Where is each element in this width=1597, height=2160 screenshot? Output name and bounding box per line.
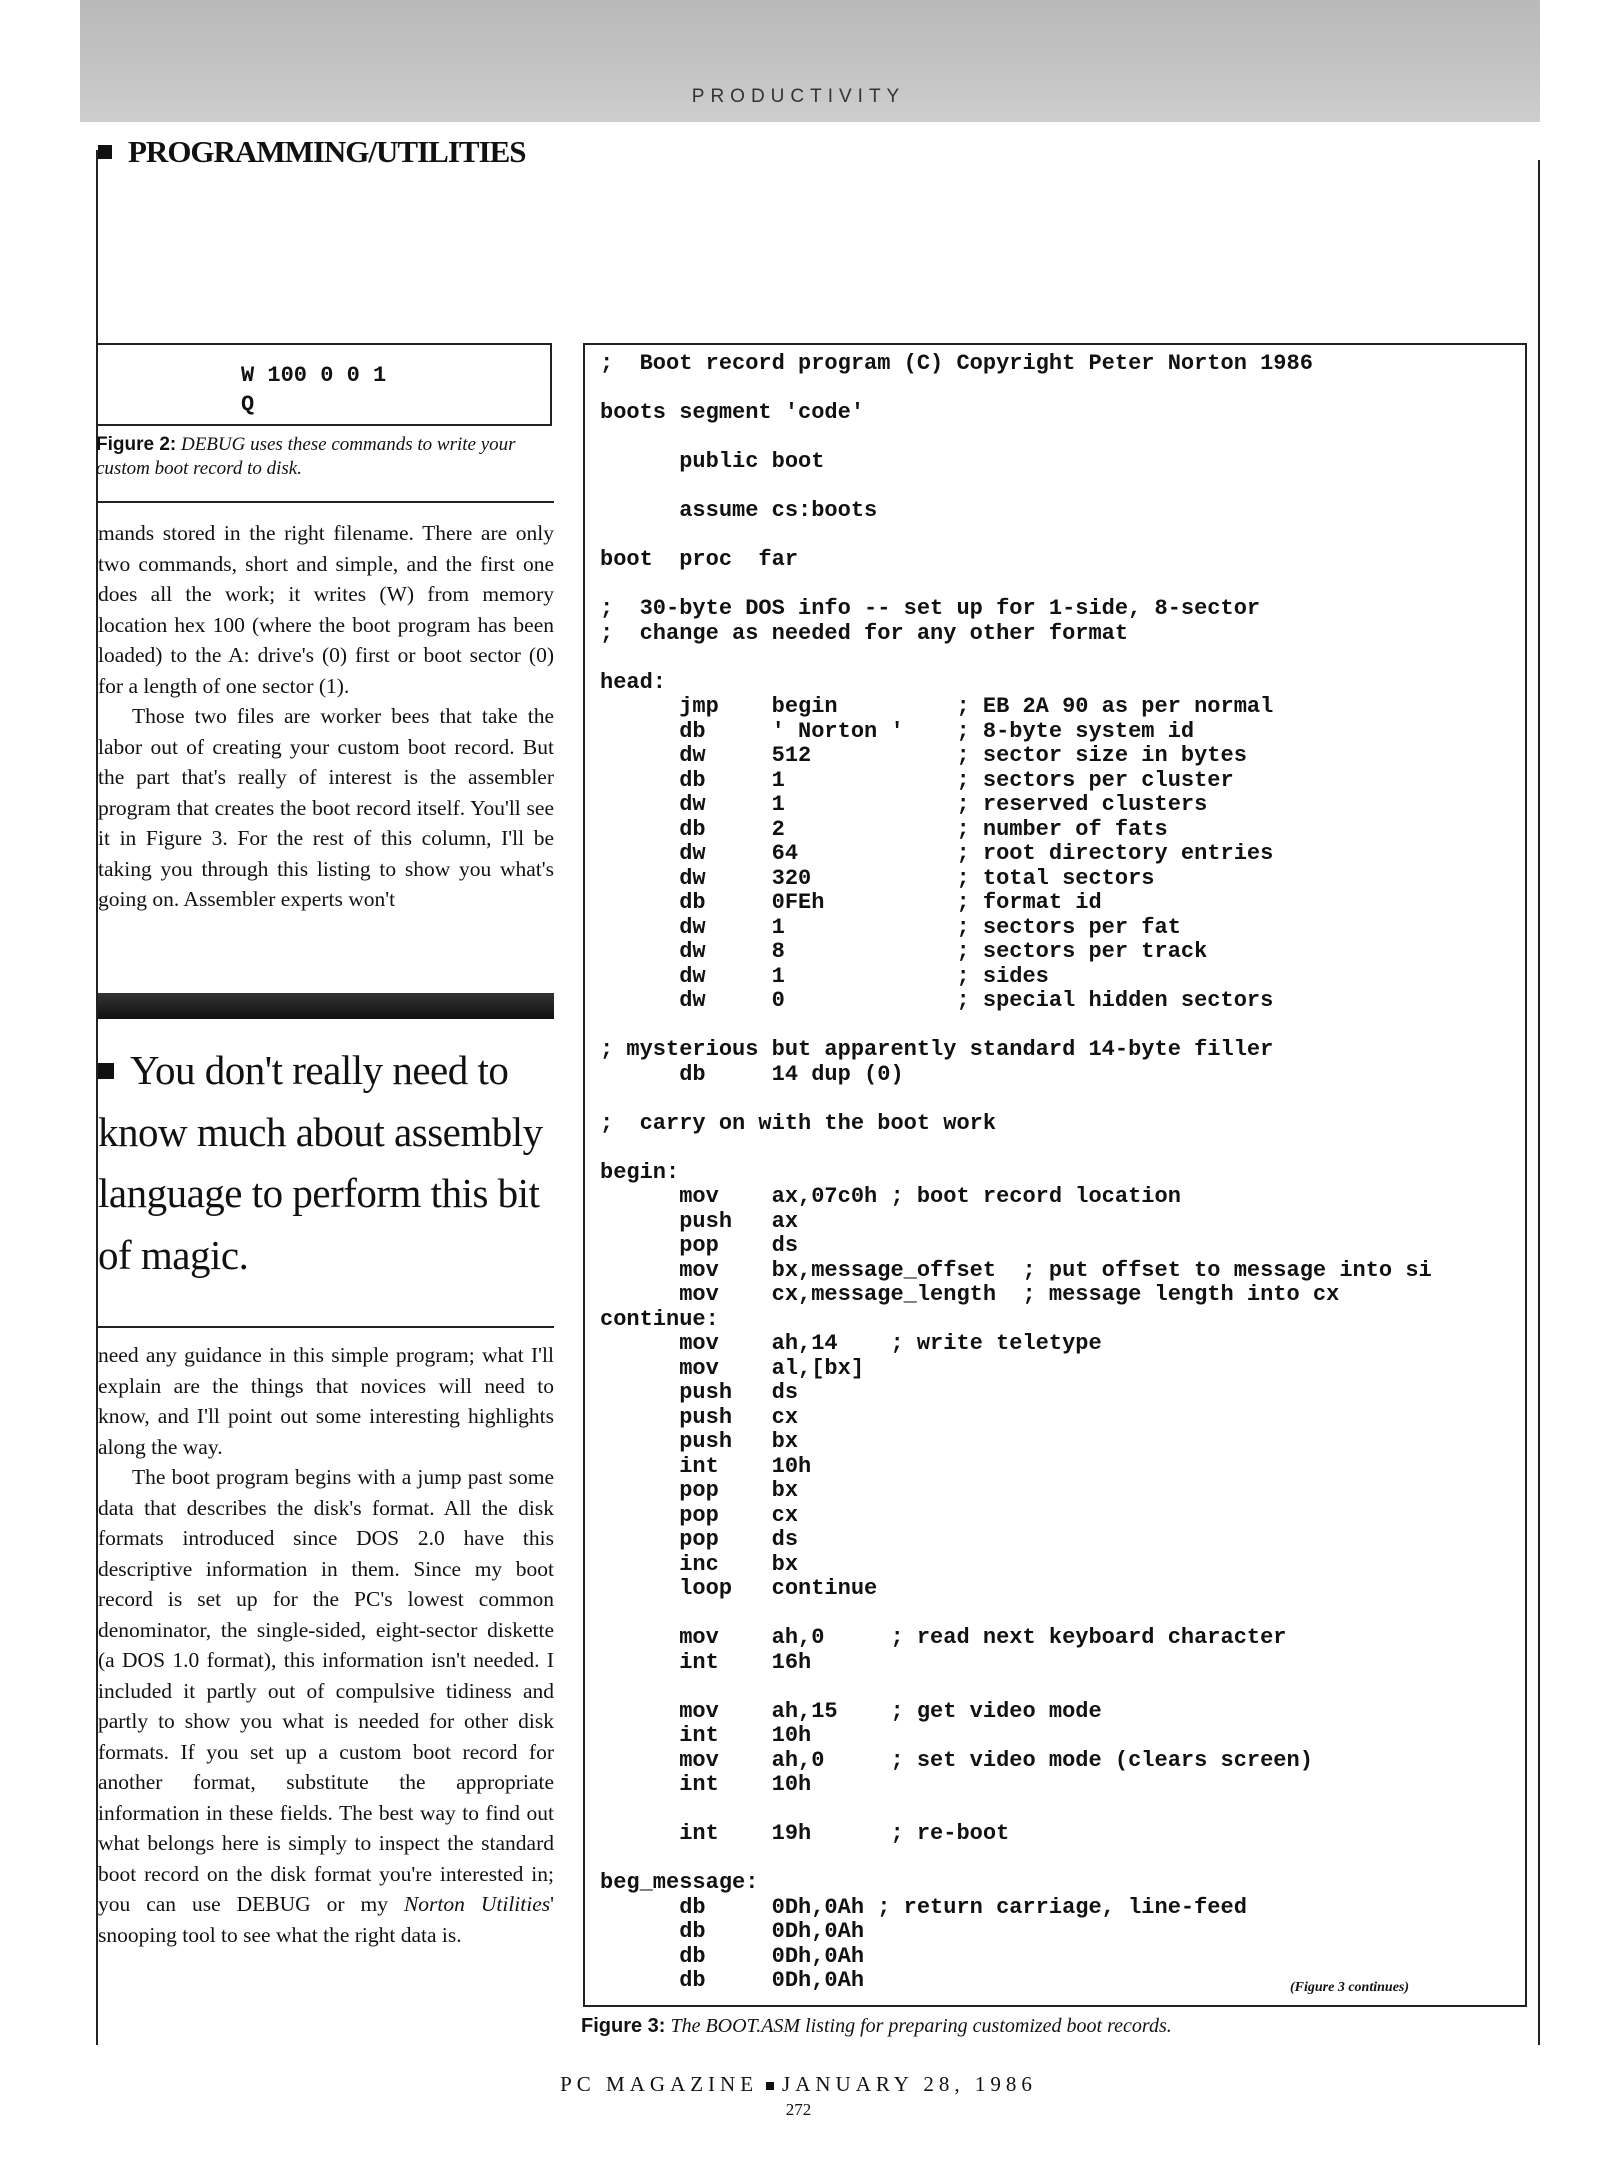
figure-3-caption-label: Figure 3: — [581, 2015, 666, 2037]
article-body-bottom — [98, 1340, 554, 1950]
page-footer — [0, 2072, 1597, 2097]
paragraph-4: The boot program begins with a jump past some data that describes the disk's format. All the disk formats introduced since DOS 2.0 have this descriptive information in them. Since my boot record is set up for the PC's lowest common denominator, the single-sided, eight-sector diskette (a DOS 1.0 format), this information isn't needed. I included it partly out of compulsive tidiness and partly to show you what is needed for other disk formats. If you set up a custom boot record for another format, substitute the appropriate information in these fields. The best way to find out what belongs here is simply to inspect the standard boot record on the disk format you're interested in; you can use DEBUG or my Norton Utilities' snooping tool to see what the right data is. — [98, 1465, 554, 1947]
page-heading — [98, 134, 526, 170]
figure-2-caption-text: DEBUG uses these commands to write your custom boot record to disk. — [96, 434, 516, 479]
figure-3-caption — [581, 2015, 1172, 2038]
product-name: Norton Utilities — [403, 1892, 551, 1916]
heading-text: PROGRAMMING/UTILITIES — [128, 134, 526, 169]
magazine-name: PC MAGAZINE — [560, 2072, 759, 2096]
pull-quote-text: You don't really need to know much about assembly language to perform this bit of magic. — [98, 1047, 543, 1278]
figure-3-code-listing: ; Boot record program (C) Copyright Peter Norton 1986 boots segment 'code' public boot assume cs:boots boot proc far ; 30-byte DOS info -- set up for 1-side, 8-sector ; change as needed for any other format head: jmp begin ; EB 2A 90 as per normal db ' Norton ' ; 8-byte system id dw 512 ; sector size in bytes db 1 ; sectors per cluster dw 1 ; reserved clusters db 2 ; number of fats dw 64 ; root directory entries dw 320 ; total sectors db 0FEh ; format id dw 1 ; sectors per fat dw 8 ; sectors per track dw 1 ; sides dw 0 ; special hidden sectors ; mysterious but apparently standard 14-byte filler db 14 dup (0) ; carry on with the boot work begin: mov ax,07c0h ; boot record location push ax pop ds mov bx,message_offset ; put offset to message into si mov cx,message_length ; message length into cx continue: mov ah,14 ; write teletype mov al,[bx] push ds push cx push bx int 10h pop bx pop cx pop ds inc bx loop continue mov ah,0 ; read next keyboard character int 16h mov ah,15 ; get video mode int 10h mov ah,0 ; set video mode (clears screen) int 10h int 19h ; re-boot beg_message: db 0Dh,0Ah ; return carriage, line-feed db 0Dh,0Ah db 0Dh,0Ah db 0Dh,0Ah — [600, 351, 1432, 1993]
figure-2-code: W 100 0 0 1 Q — [241, 363, 387, 417]
paragraph-1: mands stored in the right filename. There are only two commands, short and simple, and the first one does all the work; it writes (W) from memory location hex 100 (where the boot program has been loaded) to the A: drive's (0) first or boot sector (0) for a length of one sector (1). — [98, 521, 554, 698]
paragraph-3: need any guidance in this simple program; what I'll explain are the things that novices will need to know, and I'll point out some interesting highlights along the way. — [98, 1343, 554, 1459]
pull-quote-square-icon — [98, 1063, 114, 1079]
page-number: 272 — [785, 2100, 812, 2119]
footer-square-icon — [766, 2082, 774, 2090]
pull-quote-bar — [98, 993, 554, 1019]
issue-date: JANUARY 28, 1986 — [782, 2072, 1037, 2096]
pull-quote — [98, 1040, 568, 1286]
paragraph-2: Those two files are worker bees that take the labor out of creating your custom boot record. But the part that's really of interest is the assembler program that creates the boot record itself. You'll see it in Figure 3. For the rest of this column, I'll be taking you through this listing to show you what's going on. Assembler experts won't — [98, 704, 554, 911]
caption-rule — [98, 501, 554, 503]
figure-2-caption-label: Figure 2: — [96, 434, 177, 455]
section-label: PRODUCTIVITY — [691, 86, 906, 107]
article-body-top — [98, 518, 554, 915]
figure-2-caption — [96, 433, 548, 481]
pull-quote-rule — [98, 1326, 554, 1328]
figure-3-continues: (Figure 3 continues) — [1290, 1980, 1410, 1995]
bullet-square-icon — [98, 145, 112, 159]
figure-2-box — [96, 343, 552, 426]
figure-3-caption-text: The BOOT.ASM listing for preparing customized boot records. — [670, 2015, 1172, 2037]
right-margin-rule — [1538, 160, 1540, 2045]
